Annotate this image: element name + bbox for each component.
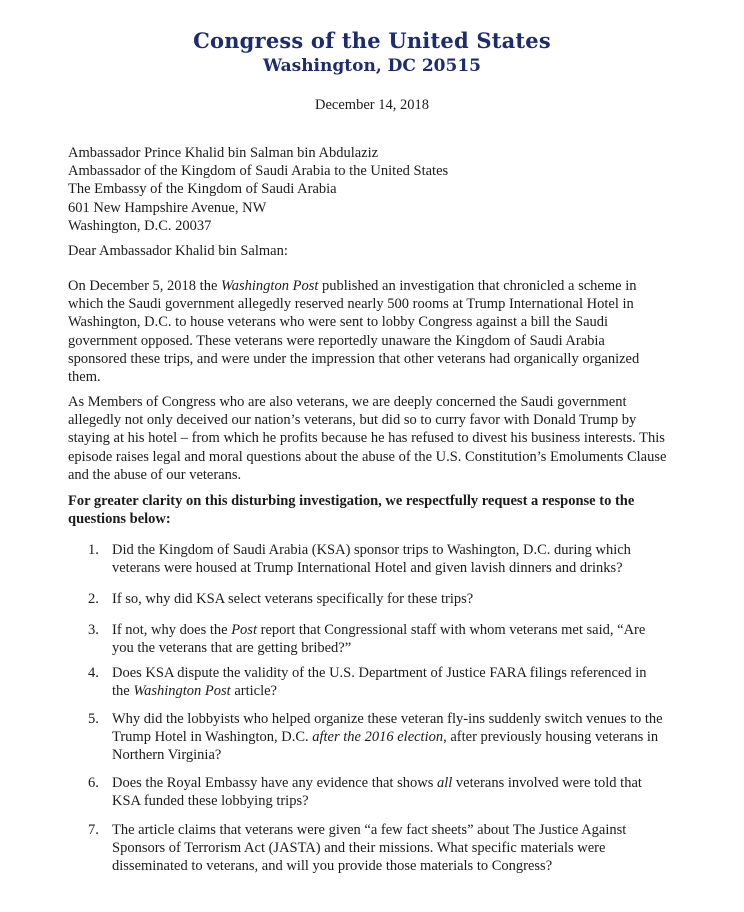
text-line: Washington, D.C. to house veterans who were sent to lobby Congress against a bill the Saudi bbox=[68, 314, 609, 331]
text: the bbox=[112, 683, 134, 700]
text-line: questions below: bbox=[68, 511, 171, 528]
recipient-line: Ambassador of the Kingdom of Saudi Arabia to the United States bbox=[68, 163, 449, 180]
paragraph-investigation bbox=[68, 277, 688, 386]
letter-date: December 14, 2018 bbox=[315, 97, 429, 113]
question-number: 3. bbox=[88, 622, 99, 638]
question-line: disseminated to veterans, and will you provide those materials to Congress? bbox=[112, 858, 553, 875]
question-line: Why did the lobbyists who helped organize these veteran fly-ins suddenly switch venues to the bbox=[112, 711, 663, 727]
question-line: Does KSA dispute the validity of the U.S. Department of Justice FARA filings referenced in bbox=[112, 665, 647, 681]
text: Trump Hotel in Washington, D.C. bbox=[112, 729, 313, 746]
text: article? bbox=[230, 683, 277, 700]
text-line: and the abuse of our veterans. bbox=[68, 466, 242, 483]
emphasis: all bbox=[436, 775, 453, 791]
publication-name: Washington Post bbox=[221, 278, 319, 294]
text: On December 5, 2018 the bbox=[68, 278, 222, 294]
recipient-line: The Embassy of the Kingdom of Saudi Arabia bbox=[68, 181, 337, 198]
question-number: 7. bbox=[88, 822, 99, 838]
text-line: episode raises legal and moral questions about the abuse of the U.S. Constitution’s Emoluments Clause bbox=[68, 448, 667, 465]
text-line: staying at his hotel – from which he profits because he has refused to divest his business interests. This bbox=[68, 430, 665, 447]
recipient-line: 601 New Hampshire Avenue, NW bbox=[68, 199, 267, 216]
recipient-line: Washington, D.C. 20037 bbox=[68, 217, 212, 234]
text: published an investigation that chronicled a scheme in bbox=[318, 278, 637, 294]
question-number: 1. bbox=[88, 542, 99, 558]
text-line: allegedly not only deceived our nation’s veterans, but did so to curry favor with Donald Trump by bbox=[68, 412, 637, 429]
publication-name: Post bbox=[231, 622, 257, 638]
question-line: The article claims that veterans were given “a few fact sheets” about The Justice Against bbox=[112, 822, 627, 838]
question-number: 6. bbox=[88, 775, 99, 791]
recipient-address bbox=[68, 144, 448, 235]
text: Does the Royal Embassy have any evidence that shows bbox=[112, 775, 437, 791]
question-line: Sponsors of Terrorism Act (JASTA) and their missions. What specific materials were bbox=[112, 840, 606, 857]
text: report that Congressional staff with whom veterans met said, “Are bbox=[256, 622, 646, 638]
question-line: Northern Virginia? bbox=[112, 747, 222, 764]
text: , after previously housing veterans in bbox=[443, 729, 659, 746]
text-line: sponsored these trips, and were under the impression that other veterans had organically organized bbox=[68, 350, 640, 367]
question-number: 5. bbox=[88, 711, 99, 727]
text-line: government opposed. These veterans were reportedly unaware the Kingdom of Saudi Arabia bbox=[68, 332, 605, 349]
publication-name: Washington Post bbox=[133, 683, 231, 700]
question-line: If so, why did KSA select veterans specifically for these trips? bbox=[112, 591, 474, 607]
text-line: them. bbox=[68, 369, 101, 386]
text: If not, why does the bbox=[112, 622, 232, 638]
text-line: As Members of Congress who are also veterans, we are deeply concerned the Saudi government bbox=[68, 394, 627, 410]
question-line: veterans were housed at Trump International Hotel and given lavish dinners and drinks? bbox=[112, 560, 623, 577]
paragraph-concern bbox=[68, 393, 688, 484]
question-number: 4. bbox=[88, 665, 99, 681]
text: veterans involved were told that bbox=[452, 775, 642, 791]
text-line: For greater clarity on this disturbing investigation, we respectfully request a response to the bbox=[68, 493, 635, 509]
paragraph-request bbox=[68, 492, 688, 528]
question-line: KSA funded these lobbying trips? bbox=[112, 793, 309, 810]
letterhead-title: Congress of the United States bbox=[193, 28, 551, 53]
salutation: Dear Ambassador Khalid bin Salman: bbox=[68, 243, 288, 259]
emphasis: after the 2016 election bbox=[312, 729, 444, 746]
question-number: 2. bbox=[88, 591, 99, 607]
question-line: you the veterans that are getting bribed?” bbox=[112, 640, 352, 657]
question-line: Did the Kingdom of Saudi Arabia (KSA) sponsor trips to Washington, D.C. during which bbox=[112, 542, 631, 558]
text-line: which the Saudi government allegedly reserved nearly 500 rooms at Trump International Hotel in bbox=[68, 296, 634, 313]
letterhead-address: Washington, DC 20515 bbox=[263, 56, 481, 76]
recipient-line: Ambassador Prince Khalid bin Salman bin Abdulaziz bbox=[68, 145, 379, 161]
